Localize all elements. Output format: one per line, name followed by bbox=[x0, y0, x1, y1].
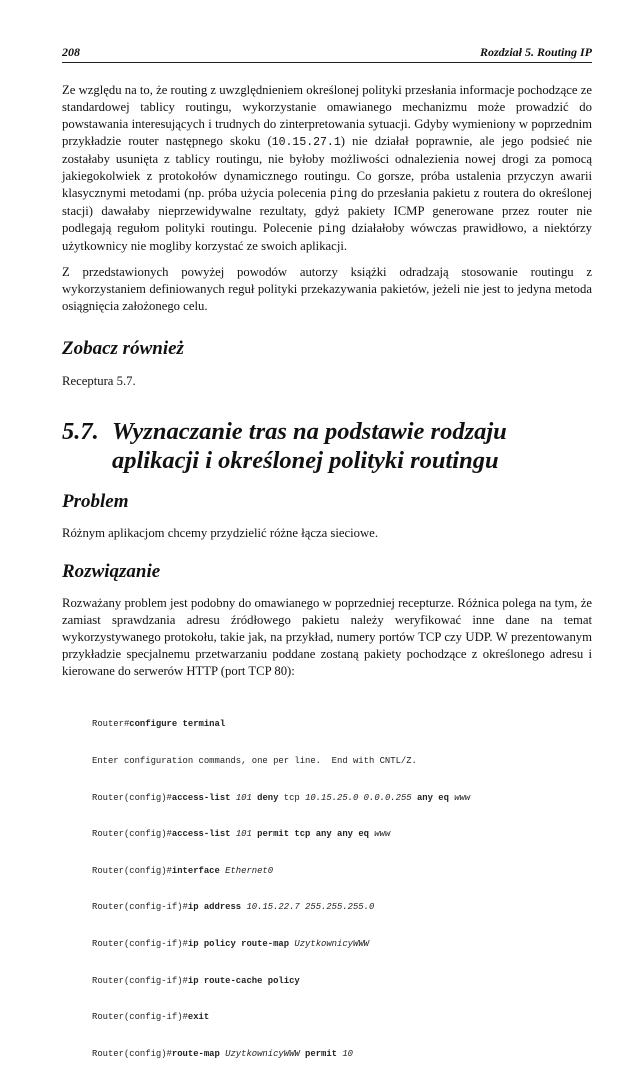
solution-heading: Rozwiązanie bbox=[62, 561, 161, 582]
code-line: Router(config-if)#exit bbox=[92, 1012, 210, 1023]
see-also-text: Receptura 5.7. bbox=[62, 374, 136, 388]
chapter-title: Rozdział 5. Routing IP bbox=[479, 45, 592, 59]
recipe-number: 5.7. bbox=[62, 418, 99, 445]
code-line: Router(config-if)#ip route-cache policy bbox=[92, 975, 300, 986]
ping-command: ping bbox=[329, 188, 358, 201]
solution-text: Rozważany problem jest podobny do omawianego w poprzedniej recepturze. Różnica polega na tym, że zamiast sprawdzania adresu źródłowego pakietu należy weryfikować inne dane na temat wykorzystywanego protokołu, takie jak, na przykład, numery portów TCP czy UDP. W prezentowanym przykładzie specjalnemu przetwarzaniu poddane zostaną pakiety pochodzące z określonego adresu i kierowane do serwerów HTTP (port TCP 80): bbox=[62, 596, 592, 678]
problem-text: Różnym aplikacjom chcemy przydzielić różne łącza sieciowe. bbox=[62, 526, 378, 540]
page-number: 208 bbox=[62, 45, 80, 59]
paragraph-recommendation: Z przedstawionych powyżej powodów autorzy książki odradzają stosowanie routingu z wykorzystaniem definiowanych reguł polityki przekazywania pakietów, jeżeli nie jest to jedyna metoda osiągnięcia założonego celu. bbox=[62, 265, 592, 313]
running-header bbox=[62, 44, 592, 63]
code-line: Router(config)#route-map UzytkownicyWWW permit 10 bbox=[92, 1048, 353, 1059]
para1-text-4: działałoby wówczas prawidłowo, a niektórzy użytkownicy nie mogliby korzystać ze swoich aplikacji. bbox=[62, 221, 592, 253]
paragraph-policy-routing-caveat bbox=[62, 82, 592, 255]
recipe-title-line1: Wyznaczanie tras na podstawie rodzaju bbox=[112, 418, 507, 445]
code-line: Router(config)#interface Ethernet0 bbox=[92, 865, 274, 876]
code-listing bbox=[62, 694, 592, 1085]
code-line: Router(config)#access-list 101 permit tcp any any eq www bbox=[92, 829, 391, 840]
problem-heading: Problem bbox=[62, 491, 129, 512]
page-content bbox=[62, 82, 592, 1085]
para1-text-1: Ze względu na to, że routing z uwzględnieniem określonej polityki przesłania informacje pochodzące ze standardowej tablicy routingu, wykorzystanie omawianego mechanizmu może prowadzić do powstawania interesujących i trudnych do zinterpretowania sytuacji. Gdyby wymieniony w poprzednim przykładzie router następnego skoku ( bbox=[62, 83, 592, 148]
code-line: Router(config)#access-list 101 deny tcp 10.15.25.0 0.0.0.255 any eq www bbox=[92, 792, 471, 803]
code-line: Router(config-if)#ip policy route-map UzytkownicyWWW bbox=[92, 939, 369, 950]
code-line: Enter configuration commands, one per line. End with CNTL/Z. bbox=[92, 756, 417, 767]
see-also-heading: Zobacz również bbox=[62, 338, 184, 359]
recipe-title bbox=[62, 417, 592, 475]
code-line: Router#configure terminal bbox=[92, 719, 226, 730]
code-line: Router(config-if)#ip address 10.15.22.7 255.255.255.0 bbox=[92, 902, 375, 913]
recipe-title-line2: aplikacji i określonej polityki routingu bbox=[112, 447, 499, 474]
para1-text-3: do przesłania pakietu z routera do określonej stacji) dawałaby nieprzewidywalne rezultaty, gdyż pakiety ICMP generowane przez router nie podlegają regułom polityki routingu. Polecenie bbox=[62, 186, 592, 235]
para1-text-2: ) nie działał poprawnie, ale jego podsieć nie zostałaby usunięta z tablicy routingu, nie byłoby możliwości odnalezienia nowej drogi za pomocą jakiegokolwiek z protokołów dynamicznego routingu. Co gorsze, próba ustalenia przyczyn awarii klasycznymi metodami (np. próba użycia polecenia bbox=[62, 134, 592, 200]
ping-command-2: ping bbox=[318, 223, 346, 236]
next-hop-ip: 10.15.27.1 bbox=[271, 136, 341, 149]
